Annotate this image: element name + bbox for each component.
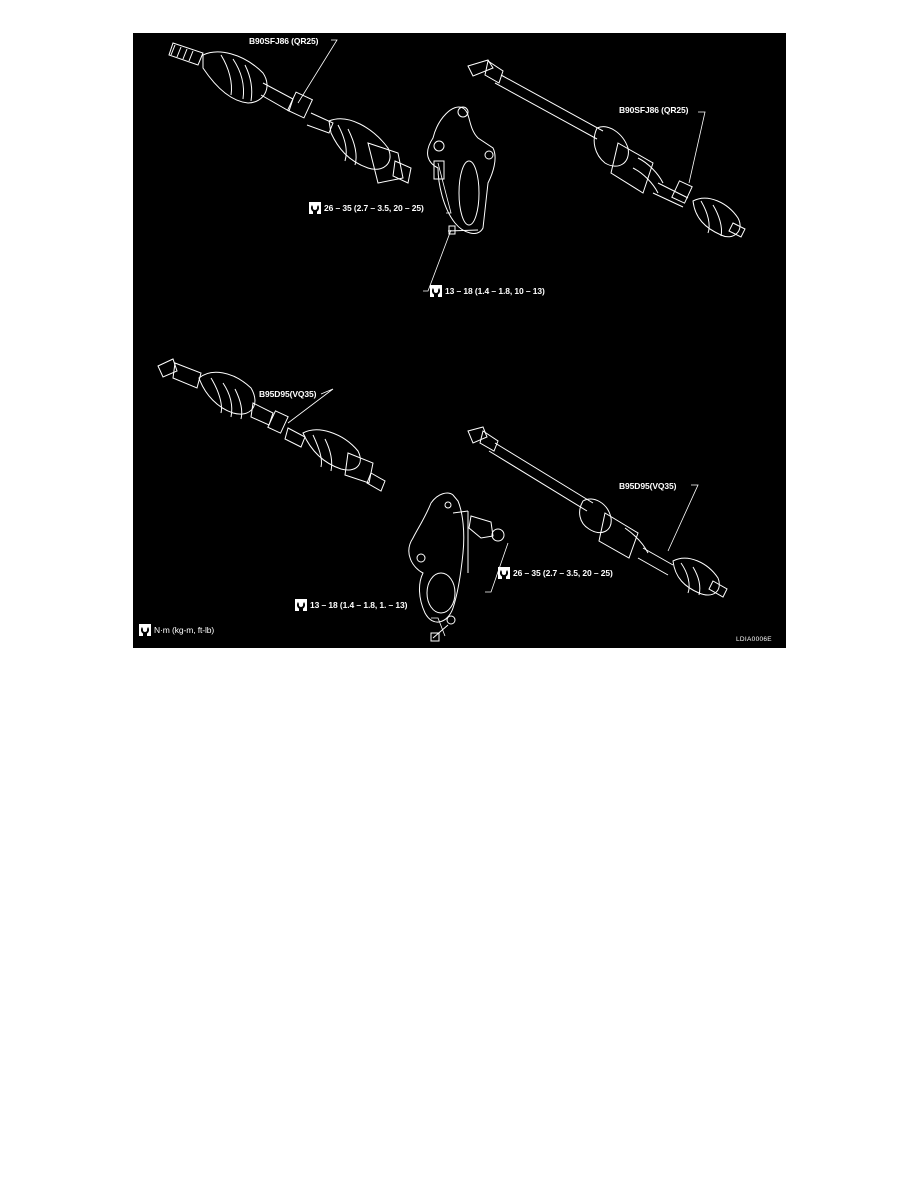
part-label-top-left: B90SFJ86 (QR25) <box>249 36 319 46</box>
torque-wrench-icon <box>295 599 307 611</box>
torque-value: 13 – 18 (1.4 – 1.8, 10 – 13) <box>445 286 545 296</box>
torque-spec-bracket-bolt <box>498 567 613 579</box>
torque-value: 26 – 35 (2.7 – 3.5, 20 – 25) <box>324 203 424 213</box>
bottom-knuckle-drawing <box>409 493 504 641</box>
torque-wrench-icon <box>139 624 151 636</box>
top-right-shaft-drawing <box>468 60 745 237</box>
torque-value: 13 – 18 (1.4 – 1.8, 1. – 13) <box>310 600 408 610</box>
figure-id: LDIA0006E <box>736 636 772 643</box>
torque-value: 26 – 35 (2.7 – 3.5, 20 – 25) <box>513 568 613 578</box>
part-label-top-right: B90SFJ86 (QR25) <box>619 105 689 115</box>
leader-lines <box>288 40 705 636</box>
part-label-bottom-left: B95D95(VQ35) <box>259 389 317 399</box>
drive-shaft-illustration <box>133 33 786 648</box>
torque-spec-knuckle-lower <box>430 285 545 297</box>
torque-units-legend <box>139 624 214 636</box>
bottom-left-shaft-drawing <box>158 359 385 491</box>
torque-spec-knuckle-upper <box>309 202 424 214</box>
torque-wrench-icon <box>309 202 321 214</box>
torque-wrench-icon <box>498 567 510 579</box>
part-label-bottom-right: B95D95(VQ35) <box>619 481 677 491</box>
torque-spec-bracket-lower <box>295 599 407 611</box>
top-left-shaft-drawing <box>169 43 411 183</box>
legend-text: N·m (kg-m, ft-lb) <box>154 625 215 635</box>
top-knuckle-drawing <box>428 107 496 234</box>
drive-shaft-diagram <box>133 33 786 648</box>
torque-wrench-icon <box>430 285 442 297</box>
